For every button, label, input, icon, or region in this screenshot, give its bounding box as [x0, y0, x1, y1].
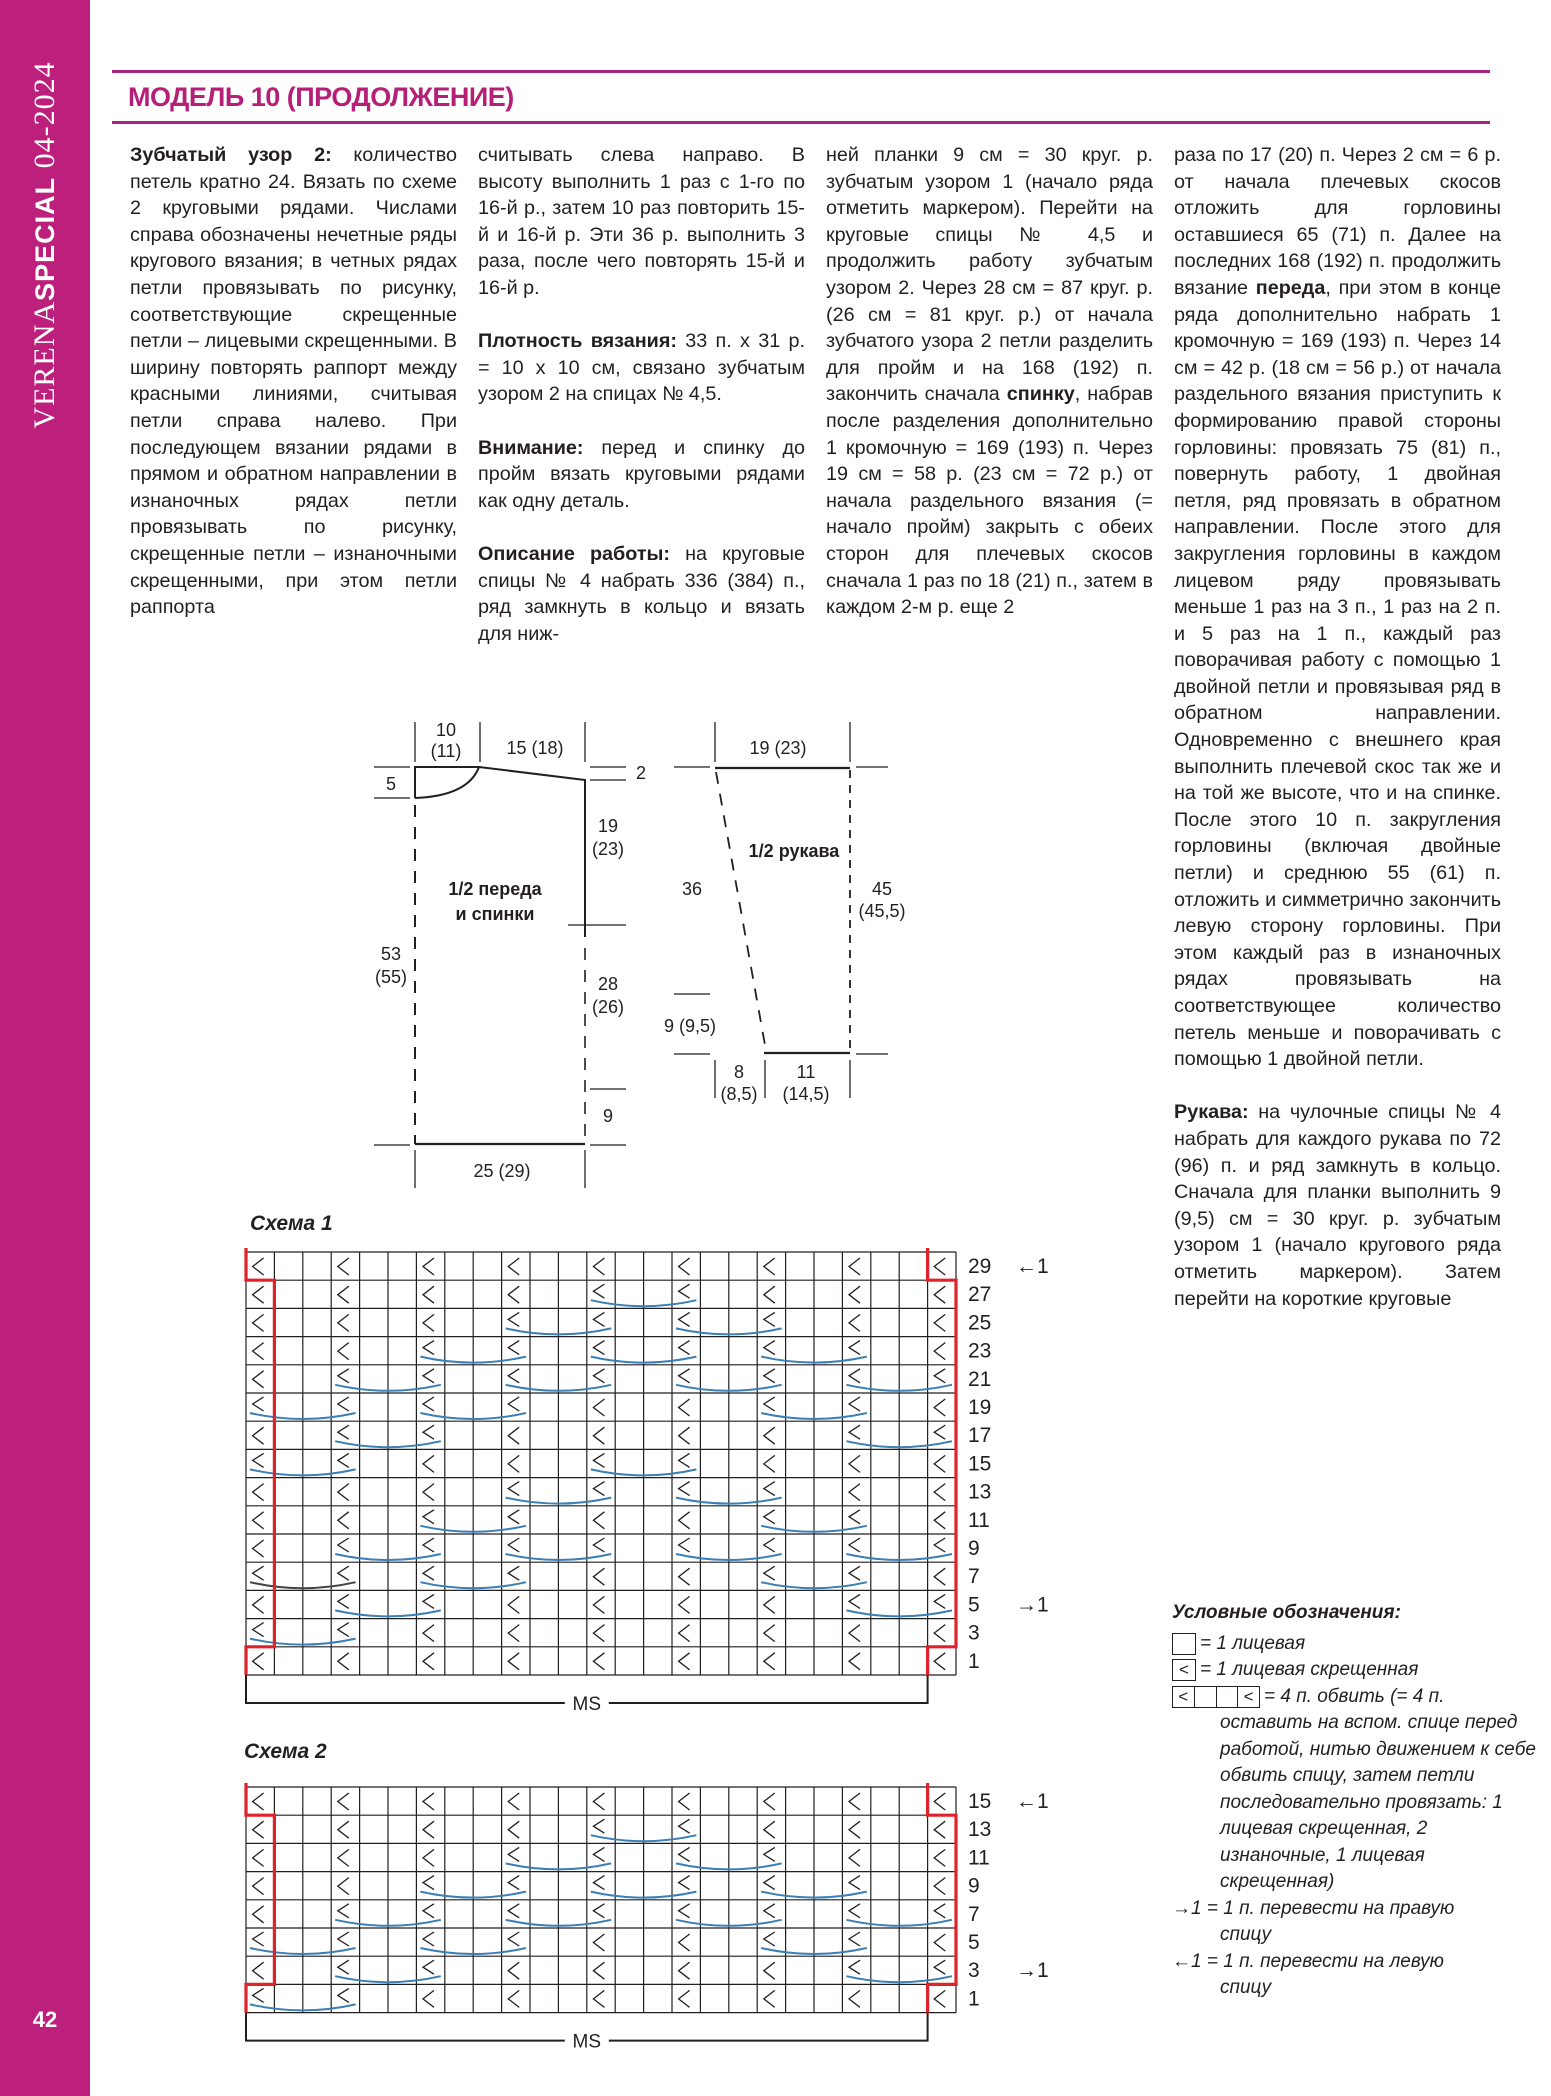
knitting-chart-2 [240, 1775, 1100, 2053]
svg-text:→1: →1 [1016, 1593, 1049, 1617]
text-column-3 [826, 142, 1153, 647]
sleeves-text: на чулочные спицы № 4 набрать для каждого рукава по 72 (96) п. и ряд замкнуть в кольцо. Сначала для планки выполнить 9 (9,5) см = 30 круг. р. зубчатым узором 1 (начало кругового ряда отметить маркером). Затем перейти на короткие круговые [1174, 1101, 1501, 1310]
paragraph-pattern-2 [130, 142, 457, 621]
dim-body-length: 28 [597, 974, 619, 994]
dim-shoulder-slope: 2 [635, 763, 647, 783]
front-text-a: раза по 17 (20) п. Через 2 см = 6 р. от начала плечевых скосов отложить для горловины оставшиеся 65 (71) п. Далее на последних 168 (192) п. продолжить вязание [1174, 144, 1501, 299]
svg-text:MS: MS [572, 2031, 602, 2053]
svg-text:1: 1 [968, 1987, 980, 2011]
instructions-text: на круговые спицы № 4 набрать 336 (384) п., ряд замкнуть в кольцо и вязать для ниж- [478, 542, 805, 645]
garment-schematic [360, 700, 920, 1200]
svg-text:13: 13 [968, 1480, 992, 1504]
dim-sleeve-length-alt: (45,5) [858, 901, 906, 921]
svg-text:19: 19 [968, 1396, 992, 1419]
magazine-title [28, 61, 62, 428]
issue-number: 04-2024 [28, 61, 61, 177]
brand-name: VERENA [28, 300, 61, 429]
dim-sleeve-taper: 36 [681, 879, 703, 899]
legend-knit [1172, 1631, 1542, 1658]
sleeves-heading: Рукава: [1174, 1101, 1249, 1124]
header-rule-top [112, 70, 1490, 73]
svg-text:←1: ←1 [1016, 1255, 1049, 1278]
chart-legend [1172, 1600, 1542, 2002]
svg-text:13: 13 [968, 1818, 992, 1842]
schema-2-title: Схема 2 [244, 1740, 327, 1763]
knitting-chart-1 [240, 1240, 1100, 1715]
instructions-text-b: , набрав после разделения дополнительно 1 кромочную = 169 (193) п. Через 19 см = 58 р. (23 см = 72 р.) от начала раздельного вязания (= начало пройм) закрыть с обеих сторон для плечевых скосов сначала 1 раз по 18 (21) п., затем в каждом 2-м р. еще 2 [826, 383, 1153, 619]
legend-twisted-text: = 1 лицевая скрещенная [1200, 1659, 1419, 1680]
gauge-heading: Плотность вязания: [478, 330, 677, 353]
legend-wrap4-head: = 4 п. обвить (= 4 п. [1264, 1685, 1445, 1707]
legend-move-right-text: = 1 п. перевести на правую [1201, 1897, 1455, 1919]
dim-neck-depth: 5 [385, 774, 397, 794]
legend-move-right [1172, 1896, 1542, 1923]
legend-twisted [1172, 1657, 1542, 1684]
dim-armhole: 19 [597, 816, 619, 836]
text-column-1 [130, 142, 457, 647]
knit-symbol-icon [1172, 1633, 1196, 1655]
sidebar-strip [0, 0, 90, 2096]
svg-text:21: 21 [968, 1367, 992, 1391]
dim-sleeve-length: 45 [871, 879, 893, 899]
page-number: 42 [32, 2007, 58, 2032]
svg-text:29: 29 [968, 1255, 992, 1278]
attention-text: перед и спинку до пройм вязать круговыми рядами как одну деталь. [478, 436, 805, 512]
brand-special: SPECIAL [30, 176, 60, 301]
dim-body-length-alt: (26) [591, 997, 625, 1017]
gauge-text: 33 п. х 31 р. = 10 х 10 см, связано зубчатым узором 2 на спицах № 4,5. [478, 330, 805, 406]
svg-text:3: 3 [968, 1621, 980, 1645]
arrow-right-icon: →1 [1172, 1897, 1202, 1919]
back-keyword: спинку [1006, 383, 1075, 406]
paragraph-instructions [478, 541, 805, 647]
legend-move-left [1172, 1949, 1542, 1976]
legend-title: Условные обозначения: [1172, 1602, 1401, 1623]
svg-text:11: 11 [968, 1846, 990, 1870]
attention-heading: Внимание: [478, 436, 584, 459]
svg-text:15: 15 [968, 1452, 992, 1476]
paragraph-sleeves [1174, 1099, 1501, 1312]
body-piece-label: 1/2 переда [448, 879, 542, 899]
instructions-heading: Описание работы: [478, 542, 671, 565]
svg-text:7: 7 [968, 1902, 980, 1926]
pattern-2-heading: Зубчатый узор 2: [130, 144, 332, 166]
dim-half-width: 25 (29) [473, 1161, 531, 1181]
paragraph-attention [478, 435, 805, 515]
twisted-stitch-icon: < [1172, 1659, 1196, 1681]
dim-neck-width-alt: (11) [430, 741, 462, 761]
legend-move-right-cont: спицу [1220, 1924, 1272, 1945]
svg-text:27: 27 [968, 1283, 992, 1307]
svg-text:←1: ←1 [1016, 1790, 1049, 1813]
paragraph-pattern-2-cont: считывать слева направо. В высоту выполнить 1 раз с 1-го по 16-й р., затем 10 раз повторить 15-й и 16-й р. Эти 36 р. выполнить 3 раза, после чего повторять 15-й и 16-й р. [478, 144, 805, 299]
dim-total-length: 53 [380, 944, 402, 964]
svg-text:17: 17 [968, 1424, 992, 1448]
wrap-4-stitches-icon: < < [1172, 1686, 1260, 1708]
chart-grid [240, 1775, 1100, 2063]
paragraph-gauge [478, 328, 805, 408]
svg-text:25: 25 [968, 1311, 992, 1335]
dim-shoulder-width: 15 (18) [506, 738, 564, 758]
text-column-2 [478, 142, 805, 674]
legend-wrap4-body: оставить на вспом. спице перед работой, нитью движением к себе обвить спицу, затем петли последовательно провязать: 1 лицевая скрещенная, 2 изнаночные, 1 лицевая скрещенная) [1220, 1712, 1536, 1892]
svg-text:1: 1 [968, 1649, 980, 1673]
dim-cuff-inset: 8 [733, 1062, 745, 1082]
front-keyword: переда [1255, 276, 1326, 299]
legend-knit-text: = 1 лицевая [1200, 1632, 1306, 1654]
dim-cuff: 9 (9,5) [663, 1016, 717, 1036]
svg-text:MS: MS [572, 1694, 602, 1715]
svg-text:→1: →1 [1016, 1959, 1049, 1983]
sleeve-piece-label: 1/2 рукава [748, 841, 840, 861]
dim-sleeve-top: 19 (23) [749, 738, 807, 758]
schema-1-title: Схема 1 [250, 1212, 333, 1235]
legend-wrap4 [1172, 1684, 1542, 1711]
dim-armhole-alt: (23) [591, 839, 625, 859]
dim-neck-width: 10 [435, 720, 457, 740]
legend-move-left-text: = 1 п. перевести на левую [1201, 1950, 1444, 1972]
arrow-left-icon: ←1 [1172, 1950, 1202, 1972]
dim-hem: 9 [602, 1106, 614, 1126]
paragraph-instructions-cont [826, 142, 1153, 621]
legend-move-left-cont: спицу [1220, 1977, 1272, 1998]
svg-text:23: 23 [968, 1339, 992, 1363]
dim-cuff-width: 11 [796, 1062, 816, 1082]
svg-text:9: 9 [968, 1537, 980, 1560]
instructions-text-a: ней планки 9 см = 30 круг. р. зубчатым узором 1 (начало ряда отметить маркером). Перейти на круговые спицы № 4,5 и продолжить работу зубчатым узором 2. Через 28 см = 87 круг. р. (26 см = 81 круг. р.) от начала зубчатого узора 2 петли разделить для пройм и на 168 (192) п. закончить сначала [826, 144, 1153, 406]
body-piece-label-2: и спинки [455, 904, 535, 924]
svg-text:5: 5 [968, 1931, 980, 1954]
svg-text:3: 3 [968, 1959, 980, 1983]
chart-grid [240, 1240, 1100, 1725]
svg-text:7: 7 [968, 1565, 980, 1589]
dim-cuff-width-alt: (14,5) [782, 1084, 830, 1104]
svg-text:11: 11 [968, 1508, 990, 1532]
text-column-4 [1174, 142, 1501, 1339]
header-rule-bottom [112, 121, 1490, 124]
page-title: МОДЕЛЬ 10 (ПРОДОЛЖЕНИЕ) [128, 82, 514, 112]
paragraph-front [1174, 142, 1501, 1073]
front-text-b: , при этом в конце ряда дополнительно набрать 1 кромочную = 169 (193) п. Через 14 см = 42 р. (18 см = 56 р.) от начала раздельного вязания приступить к формированию правой стороны горловины: провязать 75 (81) п., повернуть работу, 1 двойная петля, ряд провязать в обратном направлении. После этого для закругления горловины в каждом лицевом ряду провязывать меньше 1 раз на 3 п., 1 раз на 2 п. и 5 раз на 1 п., каждый раз поворачивая работу с помощью 1 двойной петли и провязывая ряд в обратном направлении. Одновременно с внешнего края выполнить плечевой скос так же и на той же высоте, что и на спинке. После этого 10 п. закругления горловины (включая двойные петли) и среднюю 55 (61) п. отложить и симметрично закончить левую сторону горловины. При этом каждый раз в изнаночных рядах провязывать на соответствующее количество петель меньше и поворачивать с помощью 1 двойной петли. [1174, 276, 1501, 1071]
svg-text:9: 9 [968, 1874, 980, 1898]
dim-total-length-alt: (55) [374, 967, 408, 987]
svg-text:5: 5 [968, 1593, 980, 1617]
pattern-2-text: количество петель кратно 24. Вязать по схеме 2 круговыми рядами. Числами справа обозначены нечетные ряды кругового вязания; в четных рядах петли провязывать по рисунку, соответствующие скрещенные петли – лицевыми скрещенными. В ширину повторять раппорт между красными линиями, считывая петли справа налево. При последующем вязании рядами в прямом и обратном направлении в изнаночных рядах петли провязывать по рисунку, скрещенные петли – изнаночными скрещенными, при этом петли раппорта [130, 144, 457, 619]
dim-cuff-inset-alt: (8,5) [720, 1084, 758, 1104]
svg-text:15: 15 [968, 1790, 992, 1813]
